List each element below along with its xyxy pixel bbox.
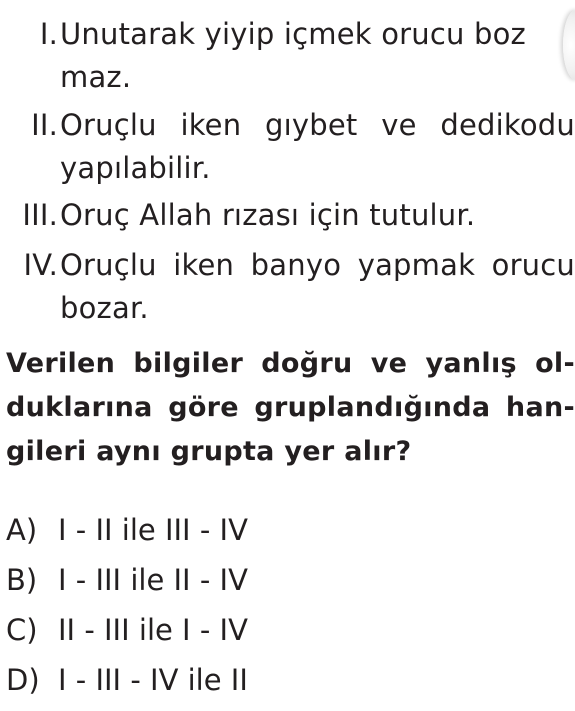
option-letter: B) xyxy=(6,563,38,597)
option-d[interactable] xyxy=(6,660,248,700)
option-letter: C) xyxy=(6,613,38,647)
question-line-2: duklarına göre gruplandığında han- xyxy=(6,392,575,423)
statement-numeral: IV. xyxy=(23,248,58,282)
question-line-3: gileri aynı grupta yer alır? xyxy=(6,436,412,467)
option-a[interactable] xyxy=(6,510,248,550)
option-text: I - II ile III - IV xyxy=(58,513,248,547)
option-text: II - III ile I - IV xyxy=(58,613,248,647)
statement-numeral: II. xyxy=(31,108,58,142)
option-b[interactable] xyxy=(6,560,248,600)
statement-continuation: bozar. xyxy=(60,291,149,325)
statement-text: Unutarak yiyip içmek orucu boz xyxy=(60,17,526,51)
option-letter: A) xyxy=(6,513,38,547)
option-c[interactable] xyxy=(6,610,248,650)
statement-continuation: yapılabilir. xyxy=(60,151,211,185)
statement-numeral: III. xyxy=(22,198,58,232)
statement-text: Oruç Allah rızası için tutulur. xyxy=(60,198,476,232)
option-text: I - III ile II - IV xyxy=(58,563,248,597)
question-line-1: Verilen bilgiler doğru ve yanlış ol- xyxy=(6,348,575,379)
question-prompt xyxy=(6,342,575,474)
statement-text: Oruçlu iken banyo yapmak orucu xyxy=(60,248,575,282)
statement-numeral: I. xyxy=(39,17,58,51)
option-text: I - III - IV ile II xyxy=(58,663,248,697)
statement-text: Oruçlu iken gıybet ve dedikodu xyxy=(60,108,575,142)
statement-continuation: maz. xyxy=(60,60,132,94)
option-letter: D) xyxy=(6,663,40,697)
